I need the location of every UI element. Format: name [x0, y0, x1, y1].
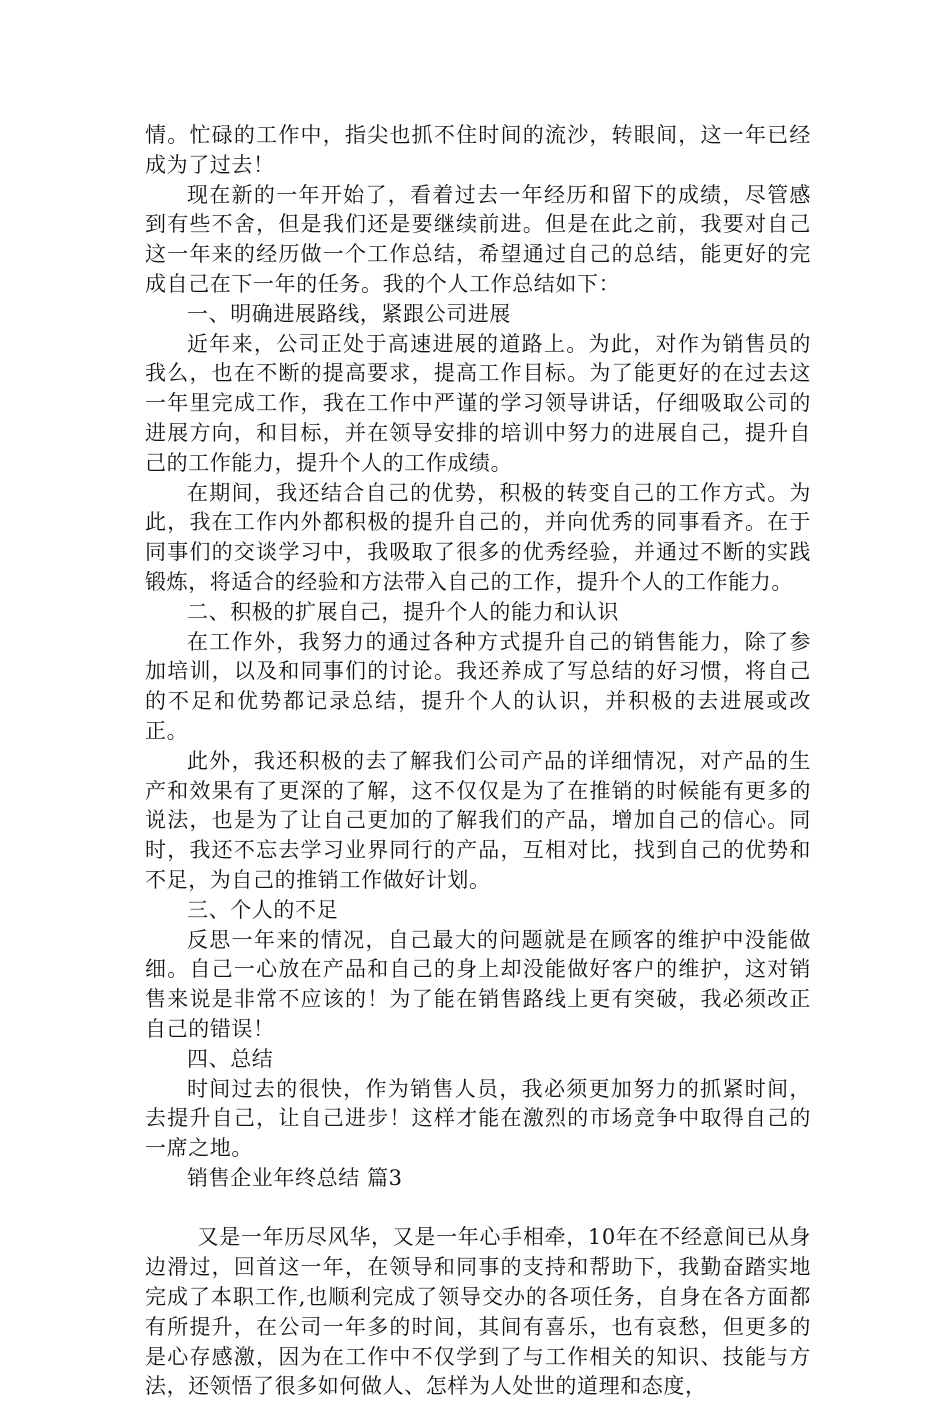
- paragraph: 此外，我还积极的去了解我们公司产品的详细情况，对产品的生产和效果有了更深的了解，这不仅仅是为了在推销的时候能有更多的说法，也是为了让自己更加的了解我们的产品，增加自己的信心。同时，我还不忘去学习业界同行的产品，互相对比，找到自己的优势和不足，为自己的推销工作做好计划。: [145, 748, 811, 892]
- paragraph: 情。忙碌的工作中，指尖也抓不住时间的流沙，转眼间，这一年已经成为了过去！: [145, 123, 811, 177]
- paragraph: 反思一年来的情况，自己最大的问题就是在顾客的维护中没能做细。自己一心放在产品和自己的身上却没能做好客户的维护，这对销售来说是非常不应该的！为了能在销售路线上更有突破，我必须改正自己的错误！: [145, 927, 811, 1041]
- paragraph: 近年来，公司正处于高速进展的道路上。为此，对作为销售员的我么，也在不断的提高要求，提高工作目标。为了能更好的在过去这一年里完成工作，我在工作中严谨的学习领导讲话，仔细吸取公司的进展方向，和目标，并在领导安排的培训中努力的进展自己，提升自己的工作能力，提升个人的工作成绩。: [145, 331, 811, 475]
- section-heading: 四、总结: [187, 1046, 274, 1071]
- paragraph: 在期间，我还结合自己的优势，积极的转变自己的工作方式。为此，我在工作内外都积极的提升自己的，并向优秀的同事看齐。在于同事们的交谈学习中，我吸取了很多的优秀经验，并通过不断的实践锻炼，将适合的经验和方法带入自己的工作，提升个人的工作能力。: [145, 480, 811, 594]
- document-body: [145, 121, 811, 1402]
- paragraph: 又是一年历尽风华，又是一年心手相牵，10年在不经意间已从身边滑过，回首这一年，在领导和同事的支持和帮助下，我勤奋踏实地完成了本职工作,也顺利完成了领导交办的各项任务，自身在各方面都有所提升，在公司一年多的时间，其间有喜乐，也有哀愁，但更多的是心存感激，因为在工作中不仅学到了与工作相关的知识、技能与方法，还领悟了很多如何做人、怎样为人处世的道理和态度，: [145, 1225, 811, 1399]
- section-heading: 一、明确进展路线，紧跟公司进展: [187, 301, 511, 326]
- section-heading: 三、个人的不足: [187, 897, 339, 922]
- paragraph: 在工作外，我努力的通过各种方式提升自己的销售能力，除了参加培训，以及和同事们的讨论。我还养成了写总结的好习惯，将自己的不足和优势都记录总结，提升个人的认识，并积极的去进展或改正。: [145, 629, 811, 743]
- paragraph: 现在新的一年开始了，看着过去一年经历和留下的成绩，尽管感到有些不舍，但是我们还是要继续前进。但是在此之前，我要对自己这一年来的经历做一个工作总结，希望通过自己的总结，能更好的完成自己在下一年的任务。我的个人工作总结如下：: [145, 182, 811, 296]
- paragraph: 时间过去的很快，作为销售人员，我必须更加努力的抓紧时间，去提升自己，让自己进步！这样才能在激烈的市场竞争中取得自己的一席之地。: [145, 1076, 811, 1161]
- blank-line: [145, 1194, 811, 1224]
- section-heading: 二、积极的扩展自己，提升个人的能力和认识: [187, 599, 619, 624]
- article-title: 销售企业年终总结 篇3: [187, 1165, 403, 1190]
